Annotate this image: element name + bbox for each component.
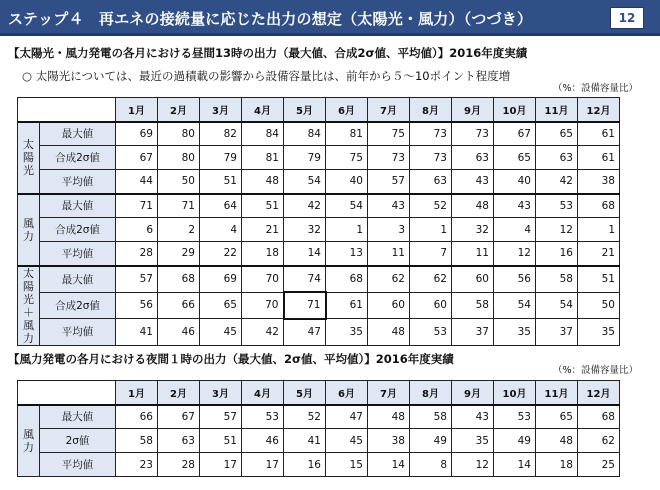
month-header: 5月: [284, 381, 326, 405]
value-cell: 17: [242, 453, 284, 477]
table-row: [18, 194, 620, 218]
value-cell: 18: [536, 453, 578, 477]
value-cell: 21: [578, 242, 620, 266]
value-cell: 48: [242, 170, 284, 194]
value-cell: 81: [242, 146, 284, 170]
value-cell: 63: [536, 146, 578, 170]
value-cell: 75: [326, 146, 368, 170]
value-cell: 66: [116, 405, 158, 429]
group-label: [18, 266, 40, 346]
row-label: 最大値: [40, 194, 116, 218]
value-cell: 42: [242, 319, 284, 346]
month-header: 10月: [494, 381, 536, 405]
group-label-text: 風力: [23, 216, 34, 243]
value-cell: 51: [200, 429, 242, 453]
row-label: 最大値: [40, 405, 116, 429]
value-cell: 69: [116, 122, 158, 146]
value-cell: 81: [326, 122, 368, 146]
value-cell: 61: [578, 146, 620, 170]
value-cell: 62: [368, 266, 410, 293]
value-cell: 65: [536, 405, 578, 429]
row-label: 合成2σ値: [40, 146, 116, 170]
value-cell: 14: [368, 453, 410, 477]
value-cell: 23: [116, 453, 158, 477]
month-header-row: [18, 98, 620, 122]
section1-bullet: ○ 太陽光については、最近の過積載の影響から設備容量比は、前年から５～10ポイント程度増: [22, 69, 511, 83]
value-cell: 37: [536, 319, 578, 346]
value-cell: 50: [578, 292, 620, 319]
value-cell: 56: [494, 266, 536, 293]
value-cell: 51: [200, 170, 242, 194]
month-header: 5月: [284, 98, 326, 122]
value-cell: 63: [158, 429, 200, 453]
value-cell: 53: [494, 405, 536, 429]
value-cell: 38: [368, 429, 410, 453]
value-cell: 48: [368, 405, 410, 429]
table-row: [18, 266, 620, 293]
value-cell: 69: [200, 266, 242, 293]
month-header: 3月: [200, 381, 242, 405]
value-cell: 25: [578, 453, 620, 477]
header-bar: [0, 0, 660, 36]
section1-unit: （%：設備容量比）: [552, 83, 638, 94]
month-header: 8月: [410, 381, 452, 405]
group-label-text: 太陽光＋風力: [23, 266, 34, 345]
value-cell: 73: [410, 146, 452, 170]
value-cell: 58: [452, 292, 494, 319]
value-cell: 61: [326, 292, 368, 319]
value-cell: 67: [158, 405, 200, 429]
month-header: 7月: [368, 381, 410, 405]
value-cell: 58: [536, 266, 578, 293]
value-cell: 43: [452, 170, 494, 194]
value-cell: 71: [158, 194, 200, 218]
value-cell: 79: [284, 146, 326, 170]
value-cell: 43: [494, 194, 536, 218]
value-cell: 52: [284, 405, 326, 429]
value-cell: 6: [116, 218, 158, 242]
value-cell: 70: [242, 292, 284, 319]
month-header: 11月: [536, 381, 578, 405]
value-cell: 54: [536, 292, 578, 319]
value-cell: 21: [242, 218, 284, 242]
row-label: 平均値: [40, 453, 116, 477]
section1-title: 【太陽光・風力発電の各月における昼間13時の出力（最大値、合成2σ値、平均値）】2016年度実績: [8, 46, 528, 60]
month-header: 9月: [452, 98, 494, 122]
month-header: 12月: [578, 381, 620, 405]
table-daytime-output: [17, 97, 620, 346]
row-label: 平均値: [40, 319, 116, 346]
value-cell: 18: [242, 242, 284, 266]
section2-unit: （%：設備容量比）: [552, 365, 638, 376]
value-cell: 12: [494, 242, 536, 266]
value-cell: 49: [494, 429, 536, 453]
table-row: [18, 146, 620, 170]
value-cell: 66: [158, 292, 200, 319]
value-cell: 46: [242, 429, 284, 453]
value-cell: 57: [200, 405, 242, 429]
value-cell: 73: [452, 122, 494, 146]
value-cell: 22: [200, 242, 242, 266]
value-cell: 75: [368, 122, 410, 146]
row-label: 平均値: [40, 242, 116, 266]
value-cell: 60: [368, 292, 410, 319]
value-cell: 45: [200, 319, 242, 346]
value-cell: 58: [116, 429, 158, 453]
value-cell: 2: [158, 218, 200, 242]
value-cell: 1: [410, 218, 452, 242]
value-cell: 71: [284, 292, 326, 319]
month-header: 2月: [158, 381, 200, 405]
value-cell: 12: [452, 453, 494, 477]
value-cell: 7: [410, 242, 452, 266]
value-cell: 67: [116, 146, 158, 170]
value-cell: 14: [284, 242, 326, 266]
row-label: 最大値: [40, 266, 116, 293]
table-row: [18, 453, 620, 477]
value-cell: 35: [578, 319, 620, 346]
group-label: [18, 122, 40, 194]
value-cell: 51: [242, 194, 284, 218]
value-cell: 40: [326, 170, 368, 194]
row-label: 平均値: [40, 170, 116, 194]
month-header: 3月: [200, 98, 242, 122]
value-cell: 71: [116, 194, 158, 218]
month-header: 4月: [242, 381, 284, 405]
month-header: 4月: [242, 98, 284, 122]
table-night-wind-output: [17, 380, 620, 477]
month-header: 6月: [326, 98, 368, 122]
value-cell: 45: [326, 429, 368, 453]
value-cell: 47: [284, 319, 326, 346]
value-cell: 41: [116, 319, 158, 346]
table-row: [18, 242, 620, 266]
value-cell: 4: [494, 218, 536, 242]
value-cell: 57: [116, 266, 158, 293]
value-cell: 84: [242, 122, 284, 146]
table-row: [18, 405, 620, 429]
value-cell: 80: [158, 146, 200, 170]
value-cell: 68: [326, 266, 368, 293]
value-cell: 68: [578, 194, 620, 218]
value-cell: 53: [242, 405, 284, 429]
value-cell: 65: [494, 146, 536, 170]
value-cell: 62: [578, 429, 620, 453]
value-cell: 54: [284, 170, 326, 194]
value-cell: 15: [326, 453, 368, 477]
value-cell: 54: [326, 194, 368, 218]
month-header: 8月: [410, 98, 452, 122]
value-cell: 11: [452, 242, 494, 266]
table-row: [18, 429, 620, 453]
value-cell: 42: [536, 170, 578, 194]
table-row: [18, 122, 620, 146]
value-cell: 29: [158, 242, 200, 266]
table-row: [18, 292, 620, 319]
row-label: 最大値: [40, 122, 116, 146]
value-cell: 70: [242, 266, 284, 293]
value-cell: 42: [284, 194, 326, 218]
value-cell: 11: [368, 242, 410, 266]
value-cell: 13: [326, 242, 368, 266]
month-header: 11月: [536, 98, 578, 122]
section2-title: 【風力発電の各月における夜間１時の出力（最大値、2σ値、平均値）】2016年度実績: [8, 352, 454, 366]
table-row: [18, 218, 620, 242]
group-label-text: 風力: [23, 427, 34, 454]
month-header: 9月: [452, 381, 494, 405]
month-header: 1月: [116, 381, 158, 405]
value-cell: 53: [536, 194, 578, 218]
value-cell: 43: [452, 405, 494, 429]
value-cell: 40: [494, 170, 536, 194]
value-cell: 53: [410, 319, 452, 346]
value-cell: 58: [410, 405, 452, 429]
value-cell: 28: [158, 453, 200, 477]
value-cell: 37: [452, 319, 494, 346]
value-cell: 52: [410, 194, 452, 218]
value-cell: 73: [368, 146, 410, 170]
value-cell: 82: [200, 122, 242, 146]
value-cell: 46: [158, 319, 200, 346]
value-cell: 80: [158, 122, 200, 146]
value-cell: 16: [536, 242, 578, 266]
value-cell: 63: [452, 146, 494, 170]
table-row: [18, 319, 620, 346]
value-cell: 68: [158, 266, 200, 293]
page-title: ステップ４ 再エネの接続量に応じた出力の想定（太陽光・風力）（つづき）: [8, 10, 533, 28]
value-cell: 12: [536, 218, 578, 242]
header-corner: [18, 98, 116, 122]
value-cell: 17: [200, 453, 242, 477]
group-label: [18, 405, 40, 477]
value-cell: 67: [494, 122, 536, 146]
header-corner: [18, 381, 116, 405]
value-cell: 35: [494, 319, 536, 346]
value-cell: 48: [536, 429, 578, 453]
value-cell: 54: [494, 292, 536, 319]
value-cell: 60: [452, 266, 494, 293]
value-cell: 73: [410, 122, 452, 146]
row-label: 合成2σ値: [40, 292, 116, 319]
value-cell: 16: [284, 453, 326, 477]
value-cell: 44: [116, 170, 158, 194]
value-cell: 61: [578, 122, 620, 146]
value-cell: 32: [452, 218, 494, 242]
value-cell: 8: [410, 453, 452, 477]
table-row: [18, 170, 620, 194]
month-header: 6月: [326, 381, 368, 405]
value-cell: 50: [158, 170, 200, 194]
value-cell: 35: [326, 319, 368, 346]
month-header: 10月: [494, 98, 536, 122]
value-cell: 38: [578, 170, 620, 194]
value-cell: 3: [368, 218, 410, 242]
value-cell: 28: [116, 242, 158, 266]
month-header: 2月: [158, 98, 200, 122]
value-cell: 48: [452, 194, 494, 218]
value-cell: 65: [536, 122, 578, 146]
value-cell: 79: [200, 146, 242, 170]
value-cell: 63: [410, 170, 452, 194]
value-cell: 1: [326, 218, 368, 242]
month-header-row: [18, 381, 620, 405]
value-cell: 35: [452, 429, 494, 453]
month-header: 1月: [116, 98, 158, 122]
value-cell: 60: [410, 292, 452, 319]
month-header: 12月: [578, 98, 620, 122]
page-number: 12: [610, 7, 644, 29]
value-cell: 65: [200, 292, 242, 319]
value-cell: 14: [494, 453, 536, 477]
row-label: 合成2σ値: [40, 218, 116, 242]
value-cell: 49: [410, 429, 452, 453]
value-cell: 41: [284, 429, 326, 453]
value-cell: 1: [578, 218, 620, 242]
value-cell: 48: [368, 319, 410, 346]
month-header: 7月: [368, 98, 410, 122]
value-cell: 51: [578, 266, 620, 293]
value-cell: 43: [368, 194, 410, 218]
value-cell: 62: [410, 266, 452, 293]
value-cell: 4: [200, 218, 242, 242]
group-label: [18, 194, 40, 266]
group-label-text: 太陽光: [23, 138, 34, 177]
value-cell: 84: [284, 122, 326, 146]
value-cell: 64: [200, 194, 242, 218]
value-cell: 74: [284, 266, 326, 293]
value-cell: 47: [326, 405, 368, 429]
value-cell: 68: [578, 405, 620, 429]
row-label: 2σ値: [40, 429, 116, 453]
value-cell: 32: [284, 218, 326, 242]
value-cell: 56: [116, 292, 158, 319]
value-cell: 57: [368, 170, 410, 194]
